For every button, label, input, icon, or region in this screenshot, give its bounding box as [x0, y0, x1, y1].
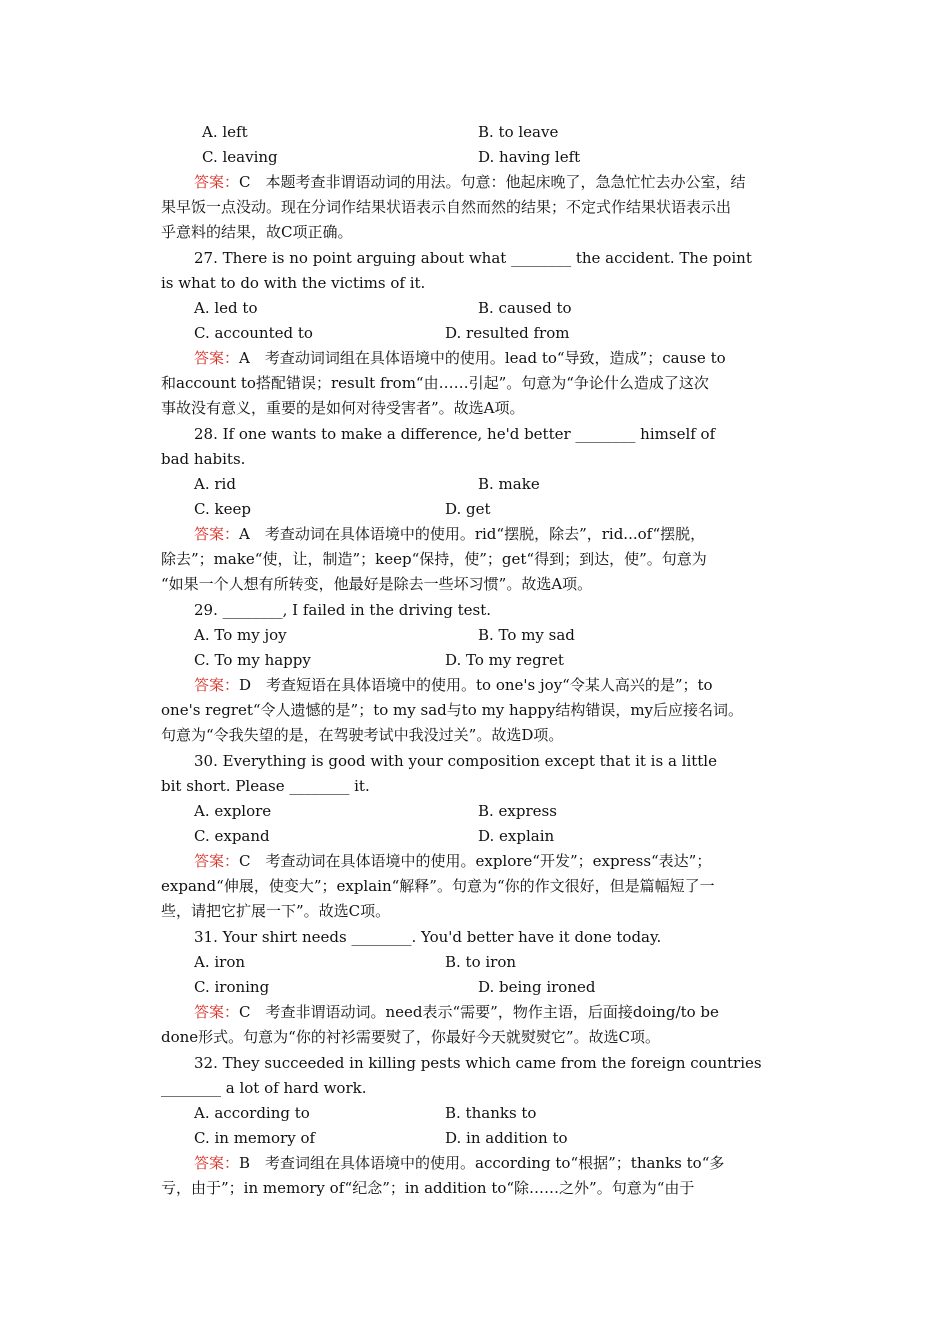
options-row: [0, 1126, 950, 1151]
option-d: D. get: [445, 500, 491, 518]
answer-line: [0, 1151, 950, 1176]
option-a: A. iron: [194, 953, 246, 971]
options-row: [0, 648, 950, 673]
option-b: B. to iron: [445, 953, 517, 971]
option-a: A. To my joy: [194, 626, 287, 644]
options-row: [0, 296, 950, 321]
answer-text: 和account to搭配错误；result from“由……引起”。句意为“争论什么造成了这次: [161, 374, 709, 392]
option-a: A. left: [202, 123, 248, 141]
option-c: C. To my happy: [194, 651, 311, 669]
options-row: [0, 623, 950, 648]
options-row: [0, 950, 950, 975]
option-c: C. in memory of: [194, 1129, 316, 1147]
option-d: D. explain: [478, 827, 555, 845]
answer-text: 除去”；make“使，让，制造”；keep“保持，使”；get“得到；到达，使”。句意为: [161, 550, 707, 568]
option-b: B. thanks to: [445, 1104, 537, 1122]
answer-label: 答案：: [194, 676, 240, 694]
option-d: D. To my regret: [445, 651, 564, 669]
answer-text: 句意为“令我失望的是，在驾驶考试中我没过关”。故选D项。: [161, 726, 564, 744]
answer-line: [0, 874, 950, 899]
option-b: B. caused to: [478, 299, 572, 317]
answer-line: [0, 346, 950, 371]
option-d: D. in addition to: [445, 1129, 568, 1147]
options-row: [0, 1101, 950, 1126]
answer-text: “如果一个人想有所转变，他最好是除去一些坏习惯”。故选A项。: [161, 575, 593, 593]
answer-label: 答案：: [194, 525, 240, 543]
answer-line: [0, 1000, 950, 1025]
question-stem: [0, 447, 950, 472]
answer-line: [0, 698, 950, 723]
question-text: is what to do with the victims of it.: [161, 274, 426, 292]
question-stem: [0, 1051, 950, 1076]
answer-line: [0, 849, 950, 874]
option-b: B. express: [478, 802, 557, 820]
question-text: ________ a lot of hard work.: [161, 1079, 367, 1097]
answer-text: D 考查短语在具体语境中的使用。to one's joy“令某人高兴的是”；to: [239, 676, 713, 694]
answer-text: 事故没有意义，重要的是如何对待受害者”。故选A项。: [161, 399, 525, 417]
answer-line: [0, 572, 950, 597]
option-c: C. keep: [194, 500, 251, 518]
answer-line: [0, 396, 950, 421]
option-d: D. having left: [478, 148, 581, 166]
question-stem: [0, 1076, 950, 1101]
options-row: [0, 145, 950, 170]
option-c: C. ironing: [194, 978, 270, 996]
option-a: A. led to: [194, 299, 258, 317]
options-row: [0, 824, 950, 849]
answer-line: [0, 547, 950, 572]
question-stem: [0, 598, 950, 623]
option-b: B. make: [478, 475, 540, 493]
answer-label: 答案：: [194, 1154, 240, 1172]
option-d: D. being ironed: [478, 978, 596, 996]
answer-text: A 考查动词在具体语境中的使用。rid“摆脱，除去”，rid...of“摆脱，: [239, 525, 706, 543]
answer-text: 亏，由于”；in memory of“纪念”；in addition to“除……之外”。句意为“由于: [161, 1179, 695, 1197]
answer-text: done形式。句意为“你的衬衫需要熨了，你最好今天就熨熨它”。故选C项。: [161, 1028, 660, 1046]
answer-label: 答案：: [194, 173, 240, 191]
answer-line: [0, 170, 950, 195]
answer-line: [0, 899, 950, 924]
answer-text: A 考查动词词组在具体语境中的使用。lead to“导致，造成”；cause to: [239, 349, 726, 367]
question-text: bad habits.: [161, 450, 246, 468]
question-text: 30. Everything is good with your composition except that it is a little: [194, 752, 717, 770]
answer-label: 答案：: [194, 1003, 240, 1021]
option-c: C. expand: [194, 827, 270, 845]
answer-label: 答案：: [194, 349, 240, 367]
question-text: 27. There is no point arguing about what ________ the accident. The point: [194, 249, 752, 267]
question-stem: [0, 422, 950, 447]
option-a: A. explore: [194, 802, 272, 820]
answer-text: 果早饭一点没动。现在分词作结果状语表示自然而然的结果；不定式作结果状语表示出: [161, 198, 732, 216]
question-stem: [0, 271, 950, 296]
answer-line: [0, 673, 950, 698]
options-row: [0, 321, 950, 346]
answer-line: [0, 1176, 950, 1201]
options-row: [0, 975, 950, 1000]
question-text: bit short. Please ________ it.: [161, 777, 370, 795]
answer-text: one's regret“令人遗憾的是”；to my sad与to my happy结构错误，my后应接名词。: [161, 701, 744, 719]
options-row: [0, 472, 950, 497]
answer-text: expand“伸展，使变大”；explain“解释”。句意为“你的作文很好，但是篇幅短了一: [161, 877, 715, 895]
answer-line: [0, 1025, 950, 1050]
question-text: 31. Your shirt needs ________. You'd better have it done today.: [194, 928, 662, 946]
answer-line: [0, 195, 950, 220]
option-c: C. accounted to: [194, 324, 313, 342]
answer-line: [0, 220, 950, 245]
answer-text: C 考查动词在具体语境中的使用。explore“开发”；express“表达”；: [239, 852, 712, 870]
answer-text: C 本题考查非谓语动词的用法。句意：他起床晚了，急急忙忙去办公室，结: [239, 173, 746, 191]
option-d: D. resulted from: [445, 324, 570, 342]
question-text: 29. ________, I failed in the driving test.: [194, 601, 492, 619]
option-c: C. leaving: [202, 148, 278, 166]
options-row: [0, 799, 950, 824]
answer-line: [0, 371, 950, 396]
answer-line: [0, 522, 950, 547]
option-a: A. according to: [194, 1104, 310, 1122]
question-stem: [0, 774, 950, 799]
options-row: [0, 497, 950, 522]
question-stem: [0, 246, 950, 271]
answer-text: 乎意料的结果，故C项正确。: [161, 223, 353, 241]
option-b: B. To my sad: [478, 626, 575, 644]
options-row: [0, 120, 950, 145]
question-stem: [0, 925, 950, 950]
answer-line: [0, 723, 950, 748]
question-stem: [0, 749, 950, 774]
answer-text: C 考查非谓语动词。need表示“需要”，物作主语，后面接doing/to be: [239, 1003, 719, 1021]
question-text: 32. They succeeded in killing pests which came from the foreign countries: [194, 1054, 762, 1072]
answer-text: 些，请把它扩展一下”。故选C项。: [161, 902, 391, 920]
question-text: 28. If one wants to make a difference, he'd better ________ himself of: [194, 425, 716, 443]
option-b: B. to leave: [478, 123, 559, 141]
answer-text: B 考查词组在具体语境中的使用。according to“根据”；thanks to“多: [239, 1154, 725, 1172]
answer-label: 答案：: [194, 852, 240, 870]
option-a: A. rid: [194, 475, 236, 493]
